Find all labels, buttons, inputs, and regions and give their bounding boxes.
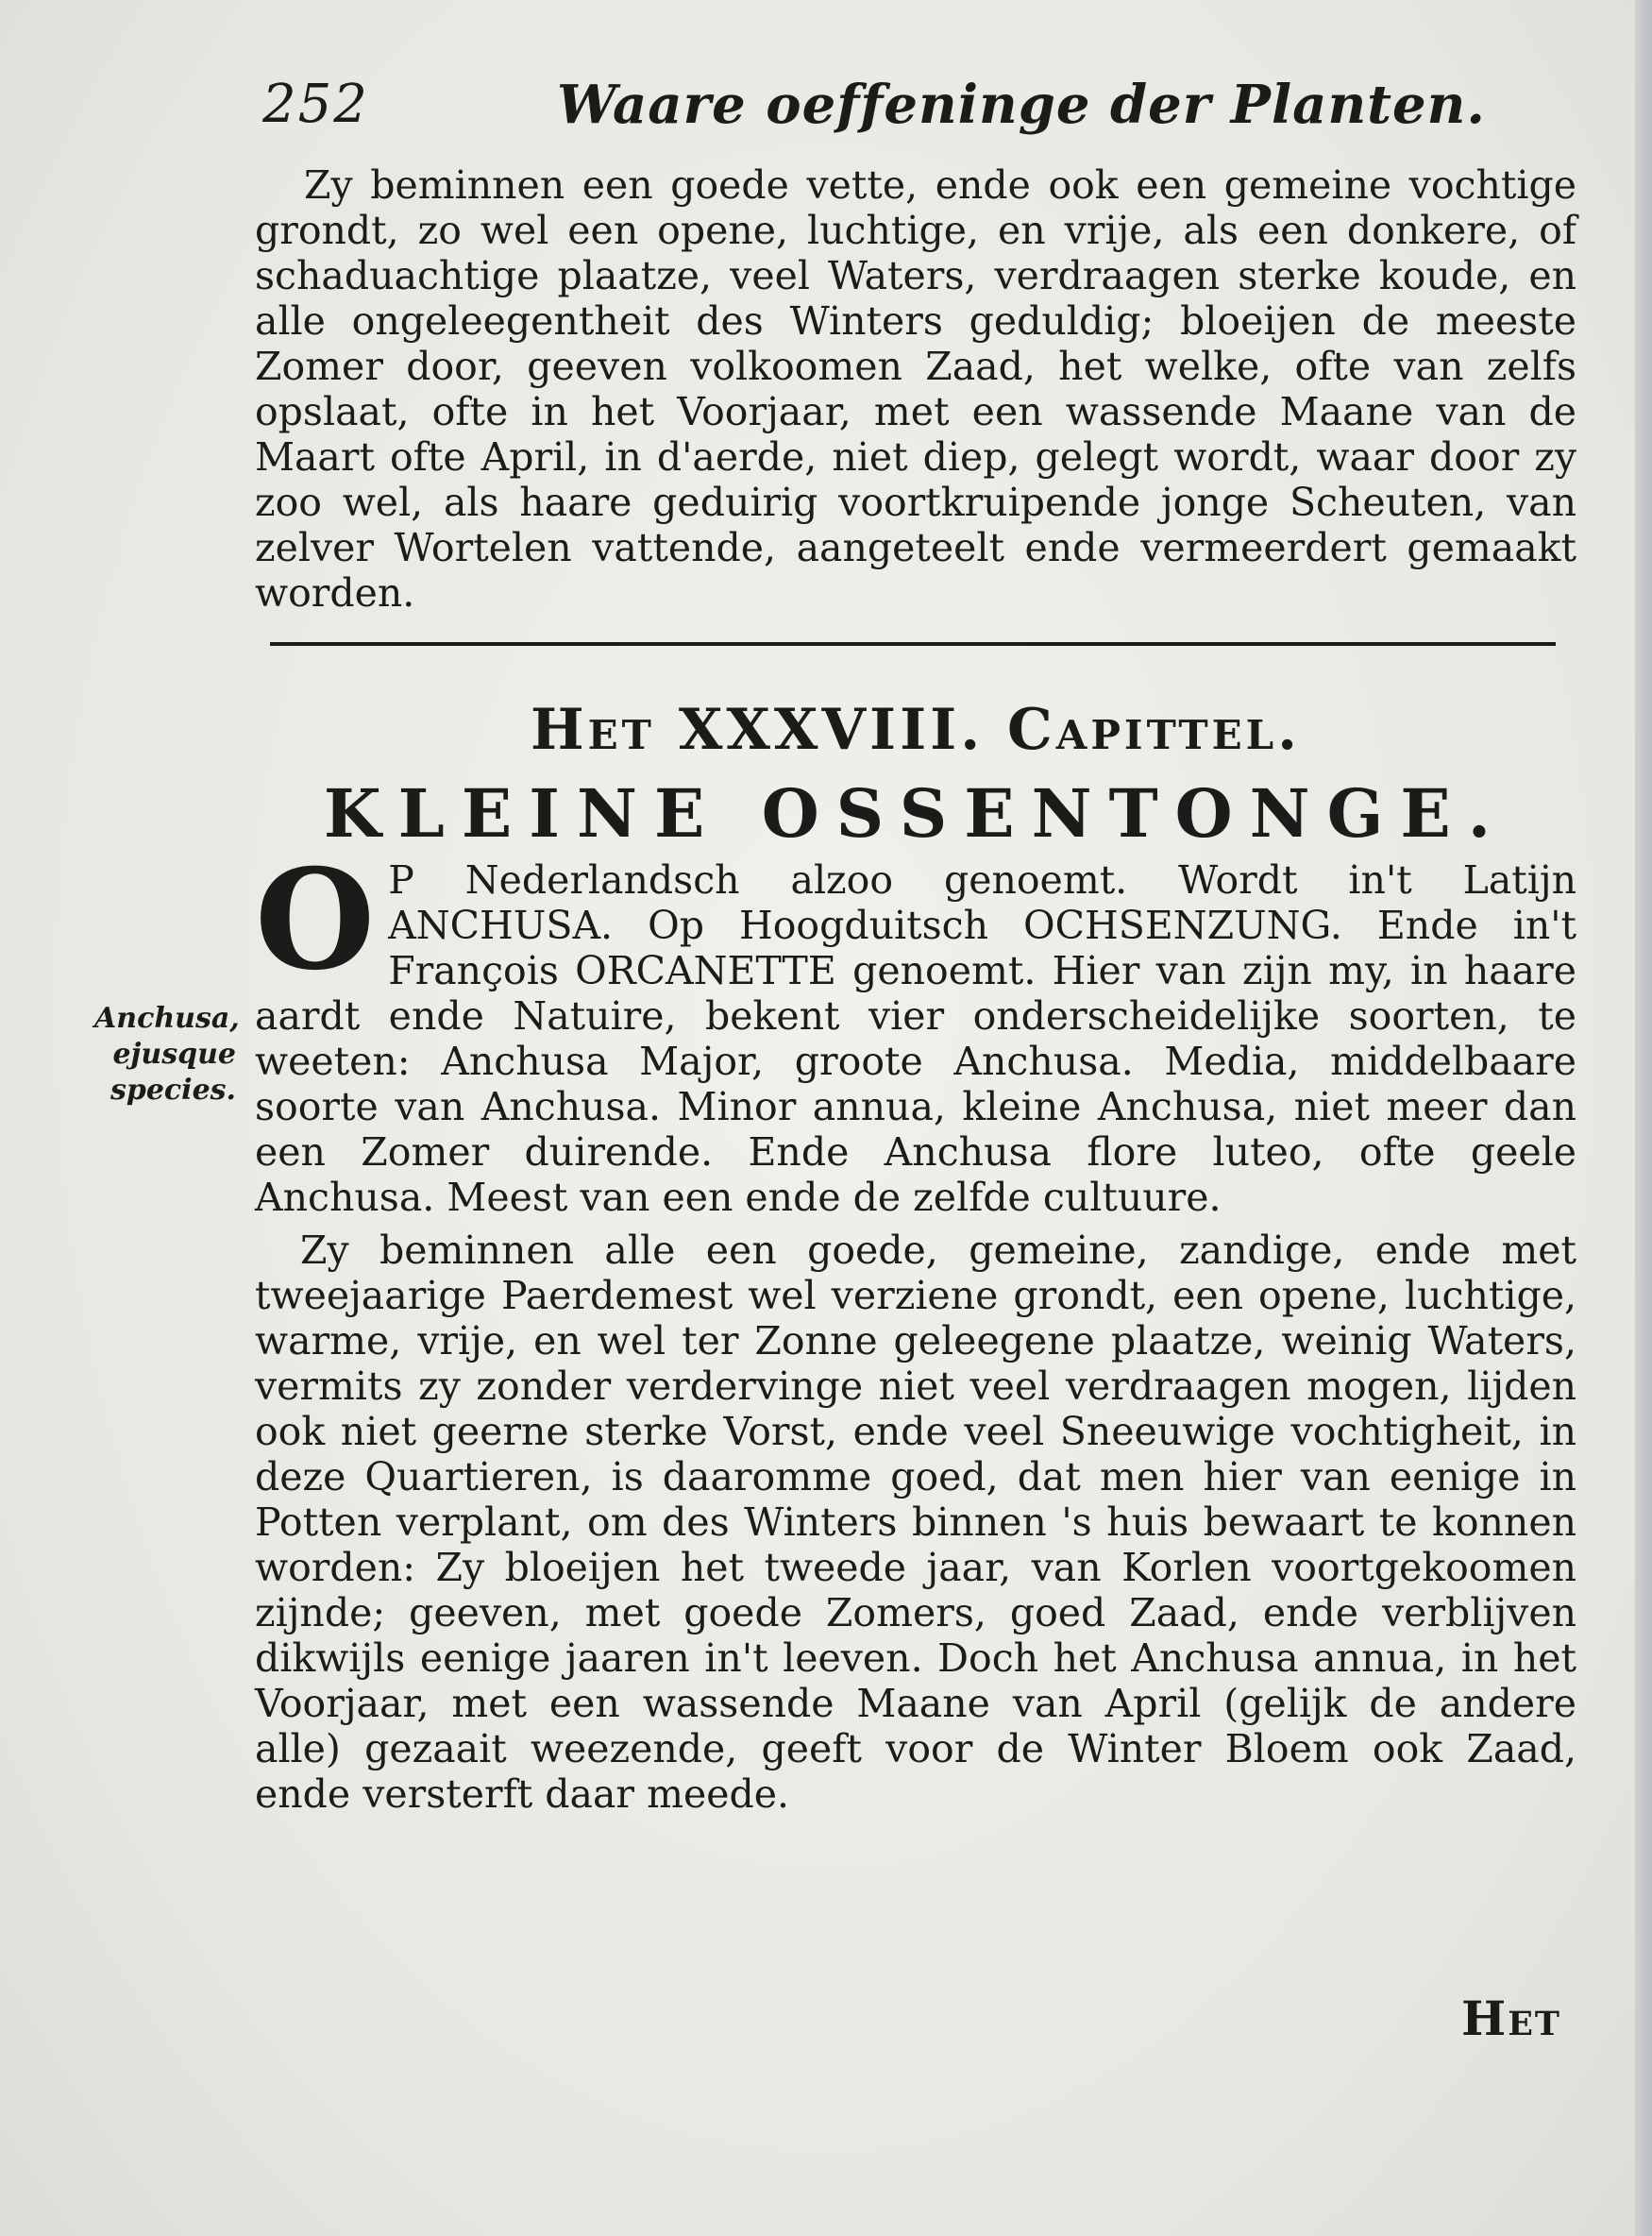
paragraph-cultivation-previous: Zy beminnen een goede vette, ende ook een gemeine vochtige grondt, zo wel een opene, luchtige, en vrije, als een donkere, of schaduachtige plaatze, veel Waters, verdraagen sterke koude, en alle ongeleegentheit des Winters geduldig; bloeijen de meeste Zomer door, geeven volkoomen Zaad, het welke, ofte van zelfs opslaat, ofte in het Voorjaar, met een wassende Maane van de Maart ofte April, in d'aerde, niet diep, gelegt wordt, waar door zy zoo wel, als haare geduirig voortkruipende jonge Scheuten, van zelver Wortelen vattende, aangeteelt ende vermeerdert gemaakt worden. (255, 162, 1576, 616)
margin-note: Anchusa, ejusque species. (94, 1002, 240, 1107)
section-divider (270, 642, 1556, 646)
chapter-title: KLEINE OSSENTONGE. (323, 774, 1509, 853)
paragraph-introduction-text: P Nederlandsch alzoo genoemt. Wordt in't Latijn ANCHUSA. Op Hoogduitsch OCHSENZUNG. Ende in't François ORCANETTE genoemt. Hier van zijn my, in haare aardt ende Natuire, bekent vier onderscheidelijke soorten, te weeten: Anchusa Major, groote Anchusa. Media, middelbaare soorte van Anchusa. Minor annua, kleine Anchusa, niet meer dan een Zomer duirende. Ende Anchusa flore luteo, ofte geele Anchusa. Meest van een ende de zelfde cultuure. (255, 857, 1576, 1220)
paragraph-cultivation: Zy beminnen alle een goede, gemeine, zandige, ende met tweejaarige Paerdemest wel verziene grondt, een opene, luchtige, warme, vrije, en wel ter Zonne geleegene plaatze, weinig Waters, vermits zy zonder verdervinge niet veel verdraagen mogen, lijden ook niet geerne sterke Vorst, ende veel Sneeuwige vochtigheit, in deze Quartieren, is daaromme goed, dat men hier van eenige in Potten verplant, om des Winters binnen 's huis bewaart te konnen worden: Zy bloeijen het tweede jaar, van Korlen voortgekoomen zijnde; geeven, met goede Zomers, goed Zaad, ende verblijven dikwijls eenige jaaren in't leeven. Doch het Anchusa annua, in het Voorjaar, met een wassende Maane van April (gelijk de andere alle) gezaait weezende, geeft voor de Winter Bloem ook Zaad, ende versterft daar meede. (255, 1228, 1576, 1817)
running-title: Waare oeffeninge der Planten. (557, 74, 1486, 136)
catchword: Het (1461, 1990, 1561, 2046)
drop-cap: O (255, 839, 376, 1001)
page-number: 252 (262, 74, 369, 135)
page-edge (1635, 0, 1652, 2236)
page-header (262, 74, 1565, 149)
chapter-heading: Het XXXVIII. Capittel. (530, 697, 1302, 763)
paragraph-introduction (255, 839, 1576, 1226)
